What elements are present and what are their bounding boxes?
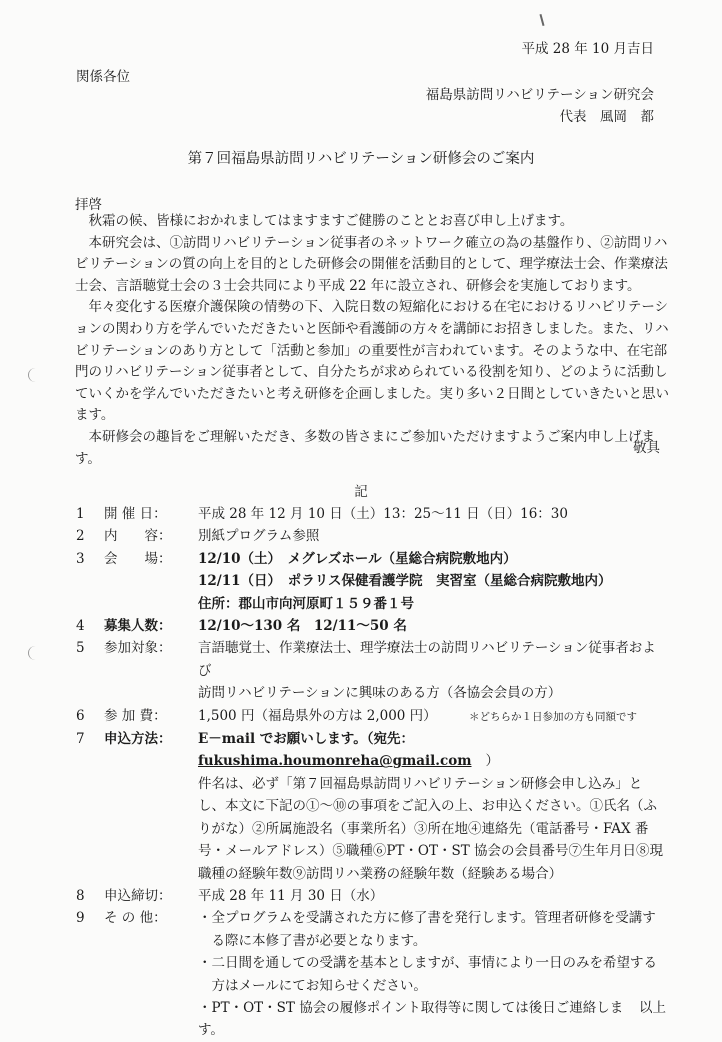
application-email-line xyxy=(198,728,666,773)
detail-row-deadline xyxy=(76,885,666,907)
closing: 敬具 xyxy=(633,440,660,456)
body-paragraph: 本研修会の趣旨をご理解いただき、多数の皆さまにご参加いただけますようご案内申し上げます。 xyxy=(75,428,655,467)
venue-address: 住所：郡山市向河原町１５９番１号 xyxy=(198,595,414,612)
item-label: 内 容： xyxy=(104,528,172,545)
fee-note: ＊どちらか１日参加の方も同額です xyxy=(468,710,637,723)
item-number: 3 xyxy=(76,550,85,567)
item-value: 12/10～130 名 12/11～50 名 xyxy=(198,618,407,635)
item-number: 6 xyxy=(76,707,85,724)
body-paragraph: 本研究会は、①訪問リハビリテーション従事者のネットワーク確立の為の基盤作り、②訪問リハビリテーションの質の向上を目的とした研修会の開催を活動目的として、理学療法士会、作業療法士会、言語聴覚士会の３士会共同により平成 22 年に設立され、研修会を実施しております。 xyxy=(75,234,668,294)
scan-mark xyxy=(28,368,43,382)
detail-row-venue xyxy=(76,548,666,615)
detail-row-target xyxy=(76,637,666,704)
item-number: 8 xyxy=(76,887,85,904)
item-value xyxy=(198,548,666,615)
item-number: 2 xyxy=(76,528,85,545)
item-label: 開 催 日： xyxy=(104,506,167,522)
detail-row-content xyxy=(76,525,666,547)
item-label: 会 場： xyxy=(104,550,172,567)
other-note: ・二日間を通しての受講を基本としますが、事情により一日のみを希望する方はメールにてお知らせください。 xyxy=(198,955,657,994)
sender-organization: 福島県訪問リハビリテーション研究会 xyxy=(425,87,654,103)
application-method-end: ） xyxy=(485,753,500,770)
fee-amount: 1,500 円（福島県外の方は 2,000 円） xyxy=(198,707,437,724)
scan-mark xyxy=(28,646,43,660)
item-value xyxy=(198,907,666,1041)
detail-row-capacity xyxy=(76,615,666,637)
item-number: 9 xyxy=(76,910,85,927)
letter-body xyxy=(75,211,675,470)
item-value: 別紙プログラム参照 xyxy=(198,528,320,545)
target-line: 訪問リハビリテーションに興味のある方（各協会会員の方） xyxy=(198,685,562,702)
sender-representative: 代表 風岡 都 xyxy=(559,109,654,125)
email-link[interactable]: fukushima.houmonreha@gmail.com xyxy=(198,753,472,770)
document-title: 第７回福島県訪問リハビリテーション研修会のご案内 xyxy=(187,151,535,167)
details-list xyxy=(76,503,666,1042)
addressee: 関係各位 xyxy=(76,69,130,85)
detail-row-fee xyxy=(76,705,666,728)
item-value xyxy=(198,637,666,704)
item-label: 募集人数： xyxy=(104,618,172,635)
item-label: 申込方法： xyxy=(104,731,172,748)
item-number: 5 xyxy=(76,640,85,657)
end-mark: 以上 xyxy=(639,999,666,1016)
venue-day1: 12/10（土） メグレズホール（星総合病院敷地内） xyxy=(198,550,517,567)
item-label: 参加対象： xyxy=(104,640,172,657)
item-value xyxy=(198,705,666,728)
ki-heading: 記 xyxy=(354,484,368,500)
item-value xyxy=(198,728,666,885)
document-date: 平成 28 年 10 月吉日 xyxy=(521,41,654,57)
venue-day2: 12/11（日） ポラリス保健看護学院 実習室（星総合病院敷地内） xyxy=(198,573,612,590)
body-paragraph: 年々変化する医療介護保険の情勢の下、入院日数の短縮化における在宅におけるリハビリテーションの関わり方を学んでいただきたいと医師や看護師の方々を講師にお招きしました。また、リハビリテーションのあり方として「活動と参加」の重要性が言われています。そのような中、在宅部門のリハビリテーション従事者として、自分たちが求められている役割を知り、どのように活動していくかを学んでいただきたいと考え研修を企画しました。実り多い２日間としていきたいと思います。 xyxy=(75,299,669,424)
target-line: 言語聴覚士、作業療法士、理学療法士の訪問リハビリテーション従事者および xyxy=(198,640,656,679)
application-instructions: 件名は、必ず「第７回福島県訪問リハビリテーション研修会申し込み」とし、本文に下記の①～⑩の事項をご記入の上、お申込ください。①氏名（ふりがな）②所属施設名（事業所名）③所在地④連絡先（電話番号・FAX 番号・メールアドレス）⑤職種⑥PT・OT・ST 協会の会員番号⑦生年月日⑧現職種の経験年数⑨訪問リハ業務の経験年数（経験ある場合） xyxy=(198,775,664,882)
item-value: 平成 28 年 11 月 30 日（水） xyxy=(198,887,384,904)
other-note: ・PT・OT・ST 協会の履修ポイント取得等に関しては後日ご連絡します。 xyxy=(198,999,624,1039)
body-paragraph: 秋霜の候、皆様におかれましてはますますご健勝のこととお喜び申し上げます。 xyxy=(88,213,574,229)
item-label: 参 加 費： xyxy=(104,707,167,724)
item-label: そ の 他： xyxy=(104,910,167,927)
item-label: 申込締切： xyxy=(104,887,172,904)
detail-row-date xyxy=(76,503,666,525)
application-method: E－mail でお願いします。（宛先： xyxy=(198,731,414,748)
detail-row-other xyxy=(76,907,666,1041)
item-number: 4 xyxy=(76,618,85,635)
greeting: 拝啓 xyxy=(75,197,102,213)
other-note: ・全プログラムを受講された方に修了書を発行します。管理者研修を受講する際に本修了書が必要となります。 xyxy=(198,910,656,949)
scan-mark xyxy=(539,14,544,26)
item-number: 1 xyxy=(76,506,85,522)
other-note-last xyxy=(198,997,666,1042)
item-number: 7 xyxy=(76,731,85,748)
item-value: 平成 28 年 12 月 10 日（土）13：25～11 日（日）16：30 xyxy=(198,506,568,522)
detail-row-application xyxy=(76,728,666,885)
